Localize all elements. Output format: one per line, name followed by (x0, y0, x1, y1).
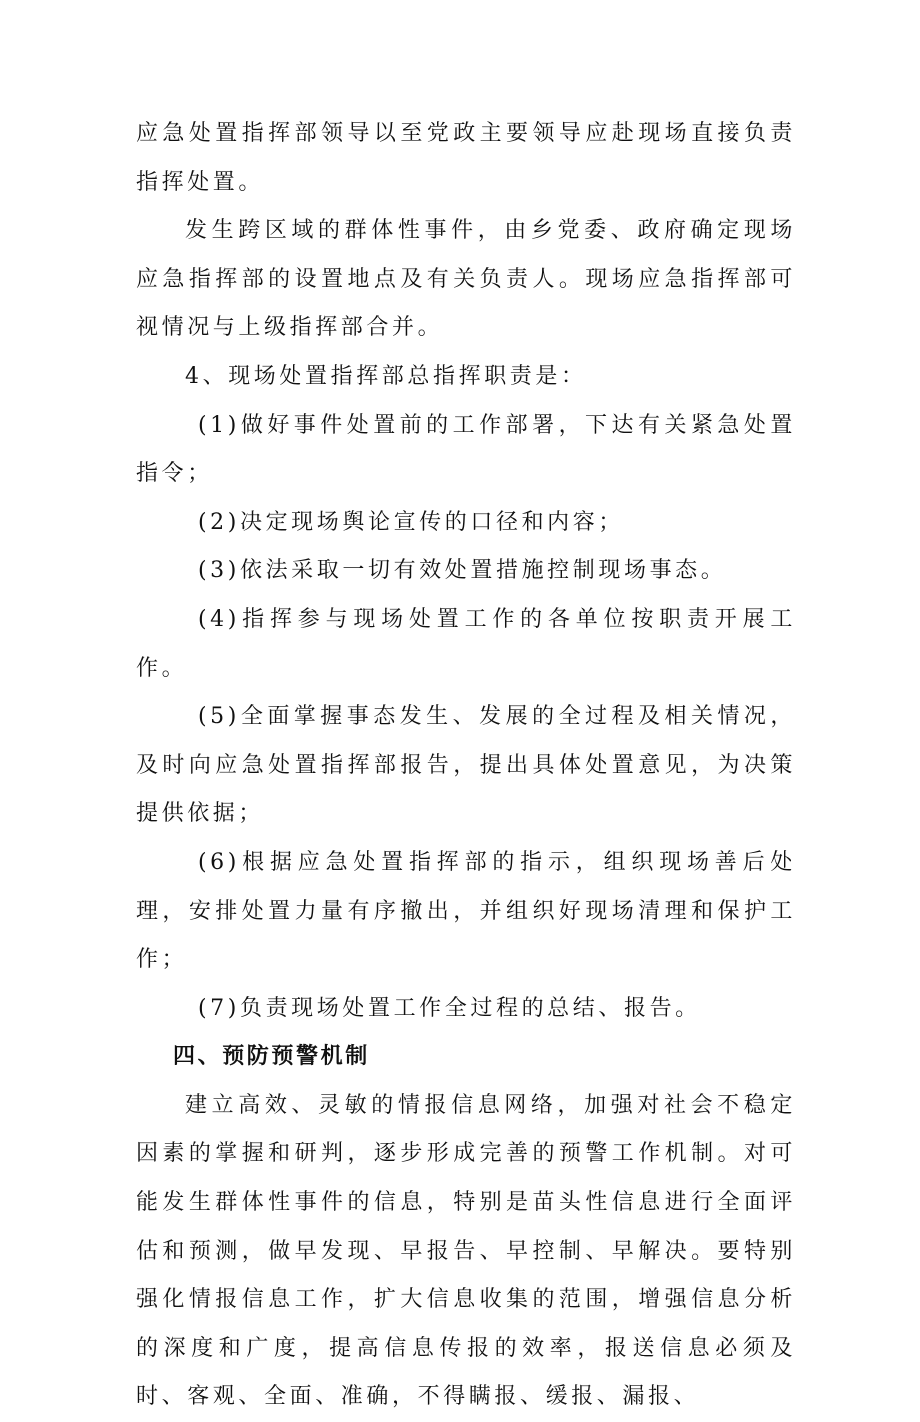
paragraph-early-warning: 建立高效、灵敏的情报信息网络，加强对社会不稳定因素的掌握和研判，逐步形成完善的预警工作机制。对可能发生群体性事件的信息，特别是苗头性信息进行全面评估和预测，做早发现、早报告、早控制、早解决。要特别强化情报信息工作，扩大信息收集的范围，增强信息分析的深度和广度，提高信息传报的效率，报送信息必须及时、客观、全面、准确，不得瞒报、缓报、漏报、 (136, 1092, 796, 1410)
document-body (136, 110, 796, 1422)
duty-item-1: (1)做好事件处置前的工作部署，下达有关紧急处置指令； (136, 412, 796, 487)
section-heading: 四、预防预警机制 (173, 1044, 370, 1070)
duty-item-2: (2)决定现场舆论宣传的口径和内容； (198, 509, 624, 535)
duty-item-4: (4)指挥参与现场处置工作的各单位按职责开展工作。 (136, 606, 796, 681)
duty-item-7: (7)负责现场处置工作全过程的总结、报告。 (198, 995, 701, 1021)
duty-item-6: (6)根据应急处置指挥部的指示，组织现场善后处理，安排处置力量有序撤出，并组织好现场清理和保护工作； (136, 849, 796, 973)
duty-item-5: (5)全面掌握事态发生、发展的全过程及相关情况，及时向应急处置指挥部报告，提出具体处置意见，为决策提供依据； (136, 704, 796, 827)
section-item-4: 4、现场处置指挥部总指挥职责是： (185, 363, 587, 389)
paragraph-cross-region: 发生跨区域的群体性事件，由乡党委、政府确定现场应急指挥部的设置地点及有关负责人。现场应急指挥部可视情况与上级指挥部合并。 (136, 218, 796, 341)
duty-item-3: (3)依法采取一切有效处置措施控制现场事态。 (198, 558, 727, 584)
paragraph-continuation: 应急处置指挥部领导以至党政主要领导应赴现场直接负责指挥处置。 (136, 121, 796, 195)
